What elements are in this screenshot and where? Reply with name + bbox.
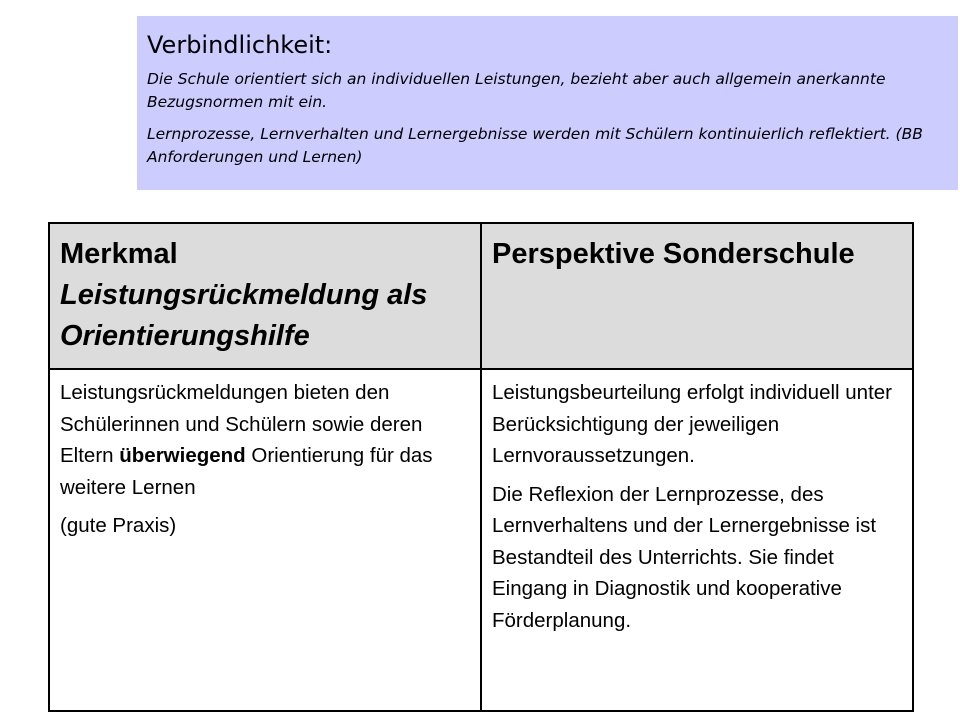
header-perspektive-title: Perspektive Sonderschule	[492, 238, 855, 270]
perspektive-paragraph-1: Leistungsbeurteilung erfolgt individuell unter Berücksichtigung der jeweiligen Lernvoraussetzungen.	[492, 381, 893, 467]
callout-title: Verbindlichkeit:	[147, 31, 333, 59]
header-merkmal-title: Leistungsrückmeldung als Orientierungshilfe	[60, 279, 428, 352]
cell-perspektive-description	[481, 369, 913, 711]
header-cell-merkmal	[49, 223, 481, 369]
header-merkmal-label: Merkmal	[60, 238, 178, 270]
criteria-table	[48, 222, 914, 712]
merkmal-description-text	[60, 377, 470, 503]
callout-box	[137, 16, 958, 190]
callout-paragraph-2: Lernprozesse, Lernverhalten und Lernergebnisse werden mit Schülern kontinuierlich reflektiert. (BB Anforderungen und Lernen)	[147, 125, 923, 166]
merkmal-text-emphasis: überwiegend	[119, 444, 246, 467]
header-cell-perspektive	[481, 223, 913, 369]
callout-paragraph-1: Die Schule orientiert sich an individuellen Leistungen, bezieht aber auch allgemein anerkannte Bezugsnormen mit ein.	[147, 70, 886, 111]
perspektive-paragraph-2: Die Reflexion der Lernprozesse, des Lernverhaltens und der Lernergebnisse ist Bestandteil des Unterrichts. Sie findet Eingang in Diagnostik und kooperative Förderplanung.	[492, 482, 877, 632]
table-row	[49, 369, 913, 711]
merkmal-note: (gute Praxis)	[60, 514, 177, 537]
table-header-row	[49, 223, 913, 369]
merkmal-text-end: Orientierung für das weitere Lernen	[60, 444, 433, 499]
cell-merkmal-description	[49, 369, 481, 711]
merkmal-text-start: Leistungsrückmeldungen bieten den Schülerinnen und Schülern sowie deren Eltern	[60, 381, 423, 467]
